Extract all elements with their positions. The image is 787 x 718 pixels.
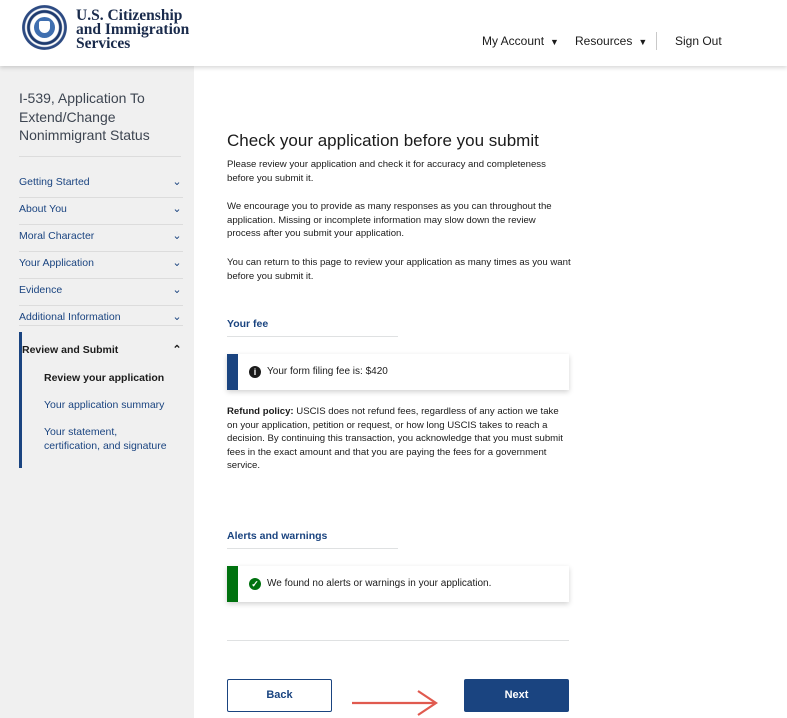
divider [19,305,183,306]
sidebar-item-evidence[interactable] [19,284,183,296]
check-circle-icon: ✓ [249,578,261,590]
my-account-menu[interactable] [482,34,559,48]
chevron-down-icon: ⌄ [172,203,182,215]
sidebar-item-label: Your Application [19,257,94,269]
sidebar-item-your-application[interactable] [19,257,183,269]
sidebar-subitem-statement-signature[interactable] [44,425,167,453]
sidebar-subitem-review-your-application[interactable]: Review your application [44,372,165,384]
sidebar-subitem-application-summary[interactable]: Your application summary [44,399,165,411]
sidebar-item-label: Getting Started [19,176,90,188]
section-divider [227,336,398,337]
fee-info-alert [227,354,569,390]
agency-name[interactable] [76,9,189,51]
no-alerts-success-alert [227,566,569,602]
chevron-up-icon: ⌃ [172,344,182,356]
sidebar-item-getting-started[interactable] [19,176,183,188]
sidebar-item-moral-character[interactable] [19,230,183,242]
sidebar-item-label: Additional Information [19,311,121,323]
content-divider [227,640,569,641]
chevron-down-icon: ⌄ [172,176,182,188]
divider [19,224,183,225]
divider [19,156,181,157]
refund-policy [227,405,571,473]
seal-emblem [34,17,55,38]
sign-out-link[interactable]: Sign Out [675,34,722,48]
refund-policy-text: USCIS does not refund fees, regardless of any action we take on your application, petition or request, or how long USCIS takes to reach a decision. By continuing this transaction, you acknowledge that you must submit fees in the exact amount and that you are paying the fees for a government service. [227,406,563,472]
sidebar-item-about-you[interactable] [19,203,183,215]
sidebar-item-label: About You [19,203,67,215]
sidebar-item-review-and-submit[interactable] [22,344,183,356]
intro-paragraph-3: You can return to this page to review your application as many times as you want before you submit it. [227,257,571,282]
section-divider [227,548,398,549]
brand-line-2: and Immigration [76,21,190,38]
intro-paragraph-1: Please review your application and check it for accuracy and completeness before you submit it. [227,159,546,184]
form-title: I-539, Application To Extend/Change Nonimmigrant Status [19,90,150,143]
annotation-arrow-icon [350,686,442,716]
divider [19,197,183,198]
chevron-down-icon: ⌄ [172,284,182,296]
brand-line-1: U.S. Citizenship [76,7,183,24]
sidebar-item-label: Evidence [19,284,63,296]
divider [19,325,183,326]
sidebar-subitem-label-line1: Your statement, [44,426,118,438]
dhs-seal-logo[interactable] [22,5,67,50]
page-title: Check your application before you submit [227,131,539,150]
form-sidebar [0,66,194,718]
fee-section-heading: Your fee [227,318,269,330]
sidebar-item-label: Moral Character [19,230,95,242]
divider [19,278,183,279]
nav-divider [656,32,657,50]
my-account-label: My Account [482,34,545,48]
chevron-down-icon: ⌄ [172,230,182,242]
divider [19,251,183,252]
info-icon: i [249,366,261,378]
fee-alert-text: Your form filing fee is: $420 [267,366,388,377]
site-header [0,0,787,66]
caret-down-icon: ▼ [638,37,648,47]
intro-paragraph-2: We encourage you to provide as many responses as you can throughout the application. Missing or incomplete information may slow down the review process after you submit your application. [227,201,552,240]
next-button[interactable]: Next [464,679,569,712]
resources-menu[interactable] [575,34,647,48]
sidebar-item-additional-information[interactable] [19,311,183,323]
sidebar-subitem-label-line2: certification, and signature [44,440,167,452]
back-button[interactable]: Back [227,679,332,712]
refund-policy-label: Refund policy: [227,406,294,417]
success-alert-text: We found no alerts or warnings in your application. [267,578,492,589]
resources-label: Resources [575,34,633,48]
alerts-section-heading: Alerts and warnings [227,530,328,542]
chevron-down-icon: ⌄ [172,311,182,323]
sidebar-item-label: Review and Submit [22,344,119,356]
chevron-down-icon: ⌄ [172,257,182,269]
caret-down-icon: ▼ [550,37,559,47]
brand-line-3: Services [76,35,131,52]
